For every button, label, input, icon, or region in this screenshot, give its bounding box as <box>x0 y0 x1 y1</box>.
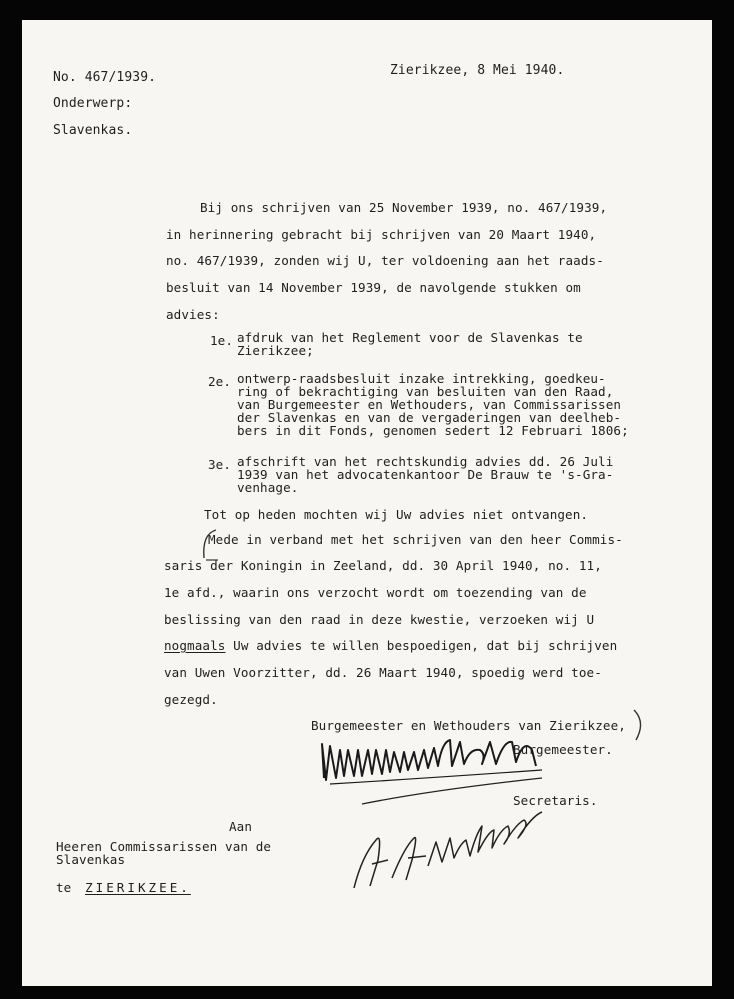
secretary-signature <box>332 760 552 900</box>
paragraph3-line: beslissing van den raad in deze kwestie, verzoeken wij U <box>164 612 595 627</box>
item-number: 1e. <box>210 333 234 348</box>
paragraph2: Tot op heden mochten wij Uw advies niet ontvangen. <box>204 507 589 522</box>
emphasis-nogmaals: nogmaals <box>164 638 226 653</box>
item-line: 1939 van het advocatenkantoor De Brauw te 's-Gra- <box>237 467 614 482</box>
secretary-title: Secretaris. <box>513 793 598 808</box>
city-name: ZIERIKZEE. <box>85 880 191 895</box>
closing: Burgemeester en Wethouders van Zierikzee, <box>311 718 626 733</box>
paragraph3-line: saris der Koningin in Zeeland, dd. 30 April 1940, no. 11, <box>164 558 602 573</box>
addressee-city-line <box>56 880 191 895</box>
item-line: afschrift van het rechtskundig advies dd. 26 Juli <box>237 454 614 469</box>
paragraph3-line <box>164 638 617 653</box>
item-line: ring of bekrachtiging van besluiten van den Raad, <box>237 384 614 399</box>
paragraph1-line: advies: <box>166 307 220 322</box>
paragraph3-line: gezegd. <box>164 692 218 707</box>
mayor-title: Burgemeester. <box>513 742 613 757</box>
addressee-to: Aan <box>229 819 253 834</box>
handwritten-bracket-mark <box>628 706 658 746</box>
paragraph3-line: van Uwen Voorzitter, dd. 26 Maart 1940, spoedig werd toe- <box>164 665 602 680</box>
handwritten-bracket-mark <box>194 524 224 564</box>
item-line: van Burgemeester en Wethouders, van Commissarissen <box>237 397 622 412</box>
item-line: venhage. <box>237 480 299 495</box>
item-line: der Slavenkas en van de vergaderingen van deelheb- <box>237 410 622 425</box>
paragraph3-line: 1e afd., waarin ons verzocht wordt om toezending van de <box>164 585 587 600</box>
paragraph1-line: Bij ons schrijven van 25 November 1939, no. 467/1939, <box>200 200 608 215</box>
place-date: Zierikzee, 8 Mei 1940. <box>390 63 565 78</box>
item-line: Zierikzee; <box>237 343 314 358</box>
paragraph1-line: in herinnering gebracht bij schrijven van 20 Maart 1940, <box>166 227 597 242</box>
item-line: ontwerp-raadsbesluit inzake intrekking, goedkeu- <box>237 371 606 386</box>
letter-page <box>22 20 712 986</box>
addressee-line: Heeren Commissarissen van de <box>56 839 272 854</box>
addressee-line: Slavenkas <box>56 852 126 867</box>
item-number: 2e. <box>208 374 232 389</box>
paragraph3-line-rest: Uw advies te willen bespoedigen, dat bij schrijven <box>225 638 618 653</box>
file-number: No. 467/1939. <box>53 70 157 85</box>
item-number: 3e. <box>208 457 232 472</box>
subject: Slavenkas. <box>53 123 133 138</box>
paragraph3-line: Mede in verband met het schrijven van den heer Commis- <box>208 532 623 547</box>
city-prefix: te <box>56 880 72 895</box>
subject-label: Onderwerp: <box>53 96 133 111</box>
item-line: afdruk van het Reglement voor de Slavenkas te <box>237 330 583 345</box>
item-line: bers in dit Fonds, genomen sedert 12 Februari 1806; <box>237 423 629 438</box>
paragraph1-line: no. 467/1939, zonden wij U, ter voldoening aan het raads- <box>166 253 604 268</box>
paragraph1-line: besluit van 14 November 1939, de navolgende stukken om <box>166 280 581 295</box>
